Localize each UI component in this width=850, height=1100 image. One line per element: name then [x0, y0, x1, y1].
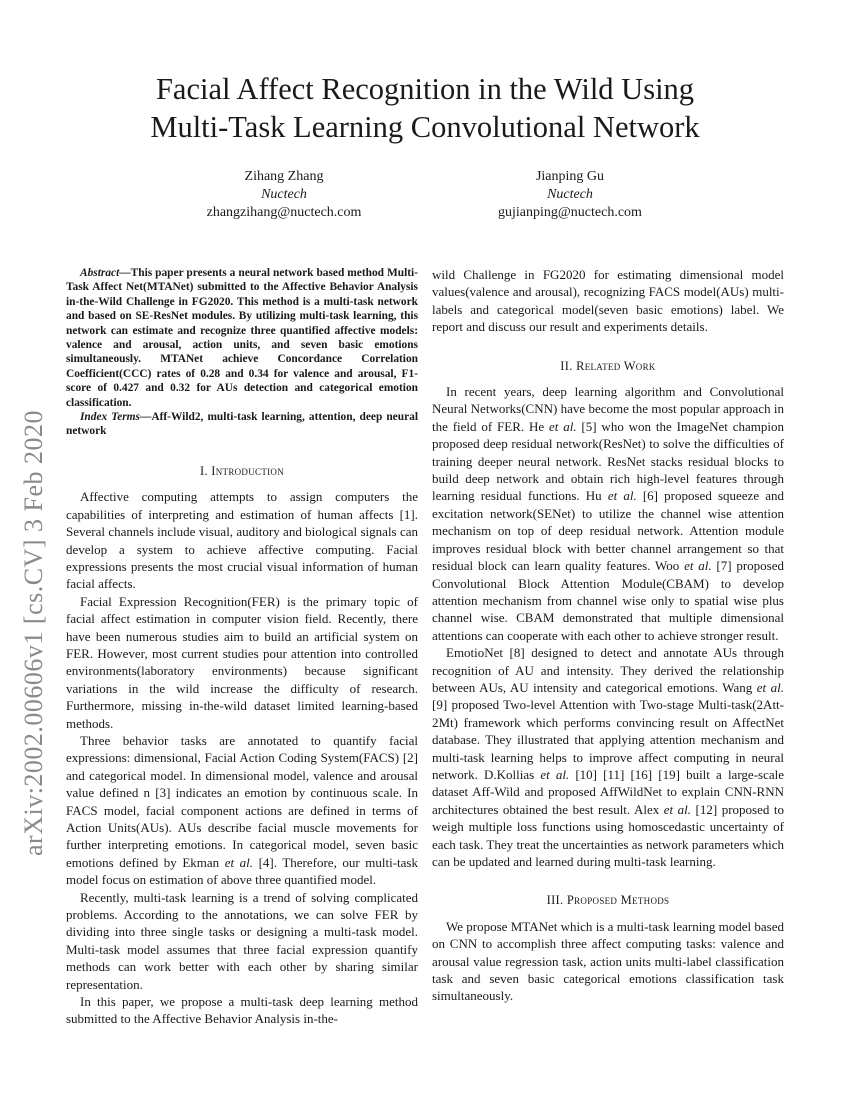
related-p2-etal-2: et al.	[540, 766, 570, 782]
related-p2-etal-3: et al.	[663, 801, 692, 817]
section-heading-related-work: II. Related Work	[560, 358, 656, 373]
abstract	[66, 266, 418, 410]
related-paragraph-1	[432, 383, 784, 644]
author-block-1	[134, 168, 434, 222]
right-column	[432, 266, 784, 1005]
related-p2-text-b: [9] proposed Two-level Attention with Two-stage Multi-task(2Att-2Mt) framework which performs convincing result on AffectNet database. They illustrated that applying attention mechanism and multi-task learning helps to improve affect computing in neural network. D.Kollias	[432, 697, 784, 782]
intro-p3-etal: et al.	[224, 854, 254, 870]
related-p1-etal-1: et al.	[549, 418, 577, 434]
left-column	[66, 266, 418, 1028]
index-terms-label: Index Terms	[80, 411, 140, 424]
abstract-label: Abstract	[80, 267, 120, 279]
intro-p3-text-b: [4]. Therefore, our multi-task model focus on estimation of above three quantified model.	[66, 854, 418, 888]
related-paragraph-2	[432, 644, 784, 870]
author-name: Zihang Zhang	[244, 169, 324, 184]
paper-title	[60, 70, 790, 146]
arxiv-identifier-stamp: arXiv:2002.00606v1 [cs.CV] 3 Feb 2020	[19, 409, 48, 857]
author-affiliation: Nuctech	[261, 187, 307, 202]
intro-paragraph-3	[66, 732, 418, 889]
author-email: zhangzihang@nuctech.com	[206, 205, 362, 220]
paper-title-line-2: Multi-Task Learning Convolutional Network	[150, 110, 700, 144]
intro-paragraph-5-start: In this paper, we propose a multi-task deep learning method submitted to the Affective Behavior Analysis in-the-	[66, 994, 418, 1027]
author-name: Jianping Gu	[535, 169, 605, 184]
related-p1-etal-2: et al.	[607, 488, 637, 504]
related-p2-text-d: [12] proposed to weigh multiple loss functions using homoscedastic uncertainty of each task. They treat the uncertainties as network parameters which can be updated and learned during multi-task learning.	[432, 801, 784, 869]
author-affiliation: Nuctech	[547, 187, 593, 202]
related-p1-text-d: [7] proposed Convolutional Block Attention Module(CBAM) to develop attention mechanism from channel wise only to spatial wise plus channel wise. CBAM demonstrated that multiple dimensional attentions can cooperate with each other to achieve stronger result.	[432, 558, 784, 643]
related-p2-etal-1: et al.	[756, 679, 784, 695]
methods-paragraph-1: We propose MTANet which is a multi-task learning model based on CNN to accomplish three affect computing tasks: valence and arousal value regression task, action units multi-label classification task and seven basic categorical emotions classification task simultaneously.	[432, 918, 784, 1004]
index-terms	[66, 410, 418, 439]
abstract-text: —This paper presents a neural network based method Multi-Task Affect Net(MTANet) submitted to the Affective Behavior Analysis in-the-Wild Challenge in FG2020. This method is a multi-task network and based on SE-ResNet modules. By utilizing multi-task learning, this network can estimate and recognize three quantified affective models: valence and arousal, action units, and seven basic emotions simultaneously. MTANet achieve Concordance Correlation Coefficient(CCC) rates of 0.28 and 0.34 for valence and arousal, F1-score of 0.427 and 0.32 for AUs detection and categorical emotion classification.	[66, 267, 418, 409]
intro-paragraph-1: Affective computing attempts to assign computers the capabilities of interpreting and estimation of human affects [1]. Several channels include visual, auditory and biological signals can develop a system to achieve affective computing. Facial expressions presents the most crucial visual information of human facial affects.	[66, 489, 418, 592]
related-p2-text-a: EmotioNet [8] designed to detect and annotate AUs through recognition of AU and intensity. They derived the relationship between AUs, AU intensity and categorical emotions. Wang	[432, 645, 784, 695]
related-p1-text-b: [5] who won the ImageNet champion proposed deep residual network(ResNet) to solve the difficulties of training deeper neural network. ResNet stacks residual blocks to build deep network and obtain rich high-level features through learning residual functions. Hu	[432, 418, 784, 504]
related-p1-text-a: In recent years, deep learning algorithm and Convolutional Neural Networks(CNN) have become the most popular approach in the field of FER. He	[432, 384, 784, 434]
related-p2-text-c: [10] [11] [16] [19] built a large-scale dataset Aff-Wild and proposed AffWildNet to explain CNN-RNN architectures obtained the best result. Alex	[432, 766, 785, 817]
intro-paragraph-5-continued: wild Challenge in FG2020 for estimating dimensional model values(valence and arousal), recognizing FACS model(AUs) multi-labels and categorical model(seven basic emotions) label. We report and discuss our result and experiments details.	[432, 267, 784, 335]
intro-paragraph-4: Recently, multi-task learning is a trend of solving complicated problems. According to the annotations, we can solve FER by dividing into three single tasks or designing a multi-task model. Multi-task model assumes that three facial expression quantify methods can work better with each other by sharing similar representation.	[66, 889, 418, 992]
author-email: gujianping@nuctech.com	[498, 205, 642, 220]
related-p1-etal-3: et al.	[684, 558, 712, 574]
author-block-2	[420, 168, 720, 222]
paper-title-line-1: Facial Affect Recognition in the Wild Using	[155, 72, 695, 106]
section-heading-proposed-methods: III. Proposed Methods	[546, 893, 670, 908]
related-p1-text-c: [6] proposed squeeze and excitation network(SENet) to utilize the channel wise attention mechanism on top of deep residual network. Attention module improves residual block with better channel arrangement so that residual block can learn quality features. Woo	[432, 488, 784, 574]
intro-p3-text-a: Three behavior tasks are annotated to quantify facial expressions: dimensional, Facial Action Coding System(FACS) [2] and categorical model. In dimensional model, valence and arousal value defined n [3] indicates an emotion by continuous scale. In FACS model, facial component actions are defined in terms of Action Units(AUs). AUs describe facial muscle movements for further interpreting emotions. In categorical model, seven basic emotions defined by Ekman	[66, 732, 418, 870]
index-terms-text: —Aff-Wild2, multi-task learning, attention, deep neural network	[66, 411, 418, 438]
intro-paragraph-2: Facial Expression Recognition(FER) is the primary topic of facial affect estimation in computer vision field. Recently, there have been numerous studies aim to build an artificial system on FER. However, most current studies pour attention into controlled environments(laboratory environments) because significant variations in the wild increase the difficulty of research. Furthermore, missing in-the-wild dataset limited learning-based methods.	[66, 593, 418, 731]
section-heading-introduction: I. Introduction	[199, 463, 285, 478]
